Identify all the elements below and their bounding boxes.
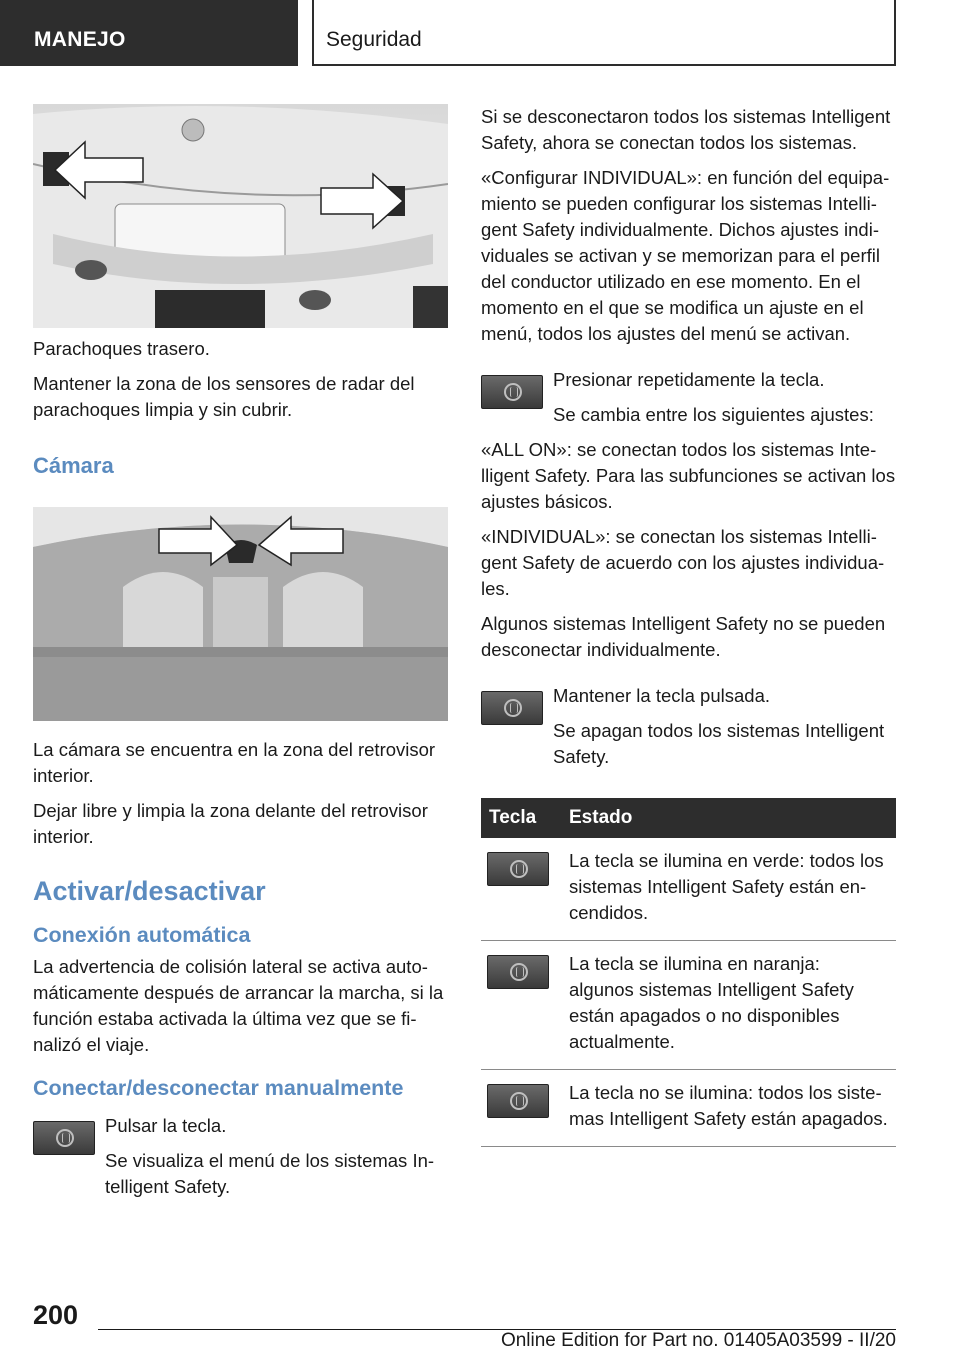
repeat-press-text: Presionar repetidamente la tecla. [553, 369, 825, 390]
camera-illustration [33, 507, 448, 721]
right-paragraph-2: «Configurar INDIVIDUAL»: en función del equipamiento se pueden configurar los sistemas Intelligent Safety individualmente. Dichos ajustes individuales se activan y se memorizan para el perfil del conductor utilizado en ese momento. En el momento en el que se modifica un ajuste en el menú, todos los ajustes del menú se activan. [481, 167, 890, 344]
not-individual-paragraph: Algunos sistemas Intelligent Safety no se pueden desconectar individualmente. [481, 613, 886, 660]
topic-title: Seguridad [326, 28, 422, 51]
rear-bumper-illustration [33, 104, 448, 328]
section-title: MANEJO [34, 28, 126, 51]
hold-press-step [481, 683, 896, 770]
fig1-caption: Parachoques trasero. [33, 338, 210, 359]
repeat-press-step [481, 367, 896, 437]
heading-manual: Conectar/desconectar manualmente [33, 1076, 404, 1100]
camera-paragraph-1: La cámara se encuentra en la zona del retrovisor interior. [33, 739, 436, 786]
hold-press-result: Se apagan todos los sistemas Intelligent Safety. [553, 720, 885, 767]
heading-activar: Activar/desactivar [33, 876, 266, 906]
footer-edition: Online Edition for Part no. 01405A03599 - II/20 [500, 1330, 896, 1351]
right-paragraph-1: Si se desconectaron todos los sistemas Intelligent Safety, ahora se conectan todos los sistemas. [481, 106, 891, 153]
button-off-icon [487, 1084, 549, 1118]
manual-step [33, 1113, 448, 1200]
rear-bumper-figure [33, 104, 448, 328]
table-row [481, 941, 896, 1070]
intelligent-safety-button-icon [481, 691, 543, 725]
all-on-paragraph: «ALL ON»: se conectan todos los sistemas Intelligent Safety. Para las subfunciones se activan los ajustes básicos. [481, 439, 896, 512]
page-header [0, 0, 960, 66]
conexion-paragraph: La advertencia de colisión lateral se activa automáticamente después de arrancar la marcha, si la función estaba activada la última vez que se finalizó el viaje. [33, 956, 444, 1055]
topic-tab [312, 0, 896, 66]
table-header-estado: Estado [561, 798, 896, 838]
section-tab [0, 0, 298, 66]
manual-step-result: Se visualiza el menú de los sistemas Intelligent Safety. [105, 1150, 435, 1197]
button-green-icon [487, 852, 549, 886]
button-orange-icon [487, 955, 549, 989]
table-cell-status: La tecla se ilumina en naranja: algunos sistemas Intelligent Safety están apagados o no disponibles actualmente. [561, 941, 896, 1070]
heading-camara: Cámara [33, 453, 114, 478]
hold-press-text: Mantener la tecla pulsada. [553, 685, 770, 706]
repeat-press-result: Se cambia entre los siguientes ajustes: [553, 404, 874, 425]
left-paragraph-1: Mantener la zona de los sensores de radar del parachoques limpia y sin cubrir. [33, 373, 415, 420]
table-header-tecla: Tecla [481, 798, 561, 838]
table-header-row [481, 798, 896, 838]
table-row [481, 1070, 896, 1147]
manual-step-text: Pulsar la tecla. [105, 1115, 227, 1136]
camera-paragraph-2: Dejar libre y limpia la zona delante del retrovisor interior. [33, 800, 428, 847]
right-column [481, 104, 896, 1147]
camera-figure [33, 507, 448, 721]
left-column [33, 104, 448, 1209]
intelligent-safety-button-icon [481, 375, 543, 409]
individual-paragraph: «INDIVIDUAL»: se conectan los sistemas Intelligent Safety de acuerdo con los ajustes individuales. [481, 526, 885, 599]
table-row [481, 838, 896, 941]
page-number: 200 [33, 1300, 79, 1330]
button-status-table [481, 798, 896, 1147]
intelligent-safety-button-icon [33, 1121, 95, 1155]
heading-conexion: Conexión automática [33, 923, 251, 947]
table-cell-status: La tecla se ilumina en verde: todos los sistemas Intelligent Safety están encendidos. [561, 838, 896, 941]
table-cell-status: La tecla no se ilumina: todos los sistemas Intelligent Safety están apagados. [561, 1070, 896, 1147]
